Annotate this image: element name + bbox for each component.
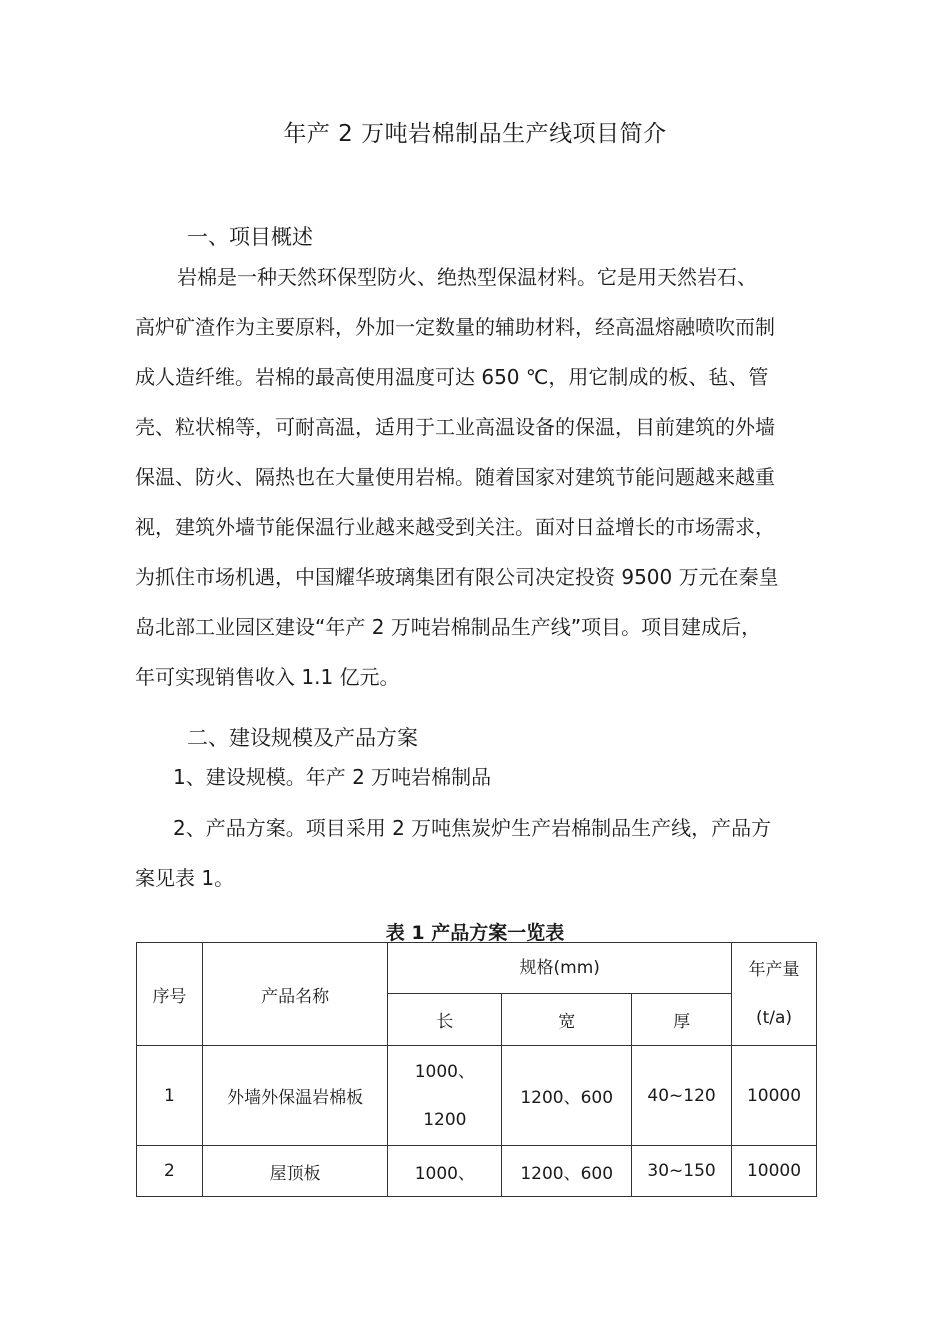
row-width: 1200、600	[502, 1046, 632, 1146]
overview-paragraph	[135, 252, 819, 702]
row-thickness: 40~120	[632, 1046, 732, 1146]
row-thickness: 30~150	[632, 1146, 732, 1197]
paragraph-line: 成人造纤维。岩棉的最高使用温度可达 650 ℃，用它制成的板、毡、管	[135, 365, 769, 389]
header-output	[732, 943, 817, 1046]
row-length-line: 1200	[423, 1109, 467, 1130]
header-name: 产品名称	[202, 943, 388, 1046]
header-output-unit: (t/a)	[755, 1008, 793, 1028]
paragraph-line: 案见表 1。	[135, 866, 235, 890]
table-row	[137, 1146, 817, 1197]
row-output: 10000	[732, 1046, 817, 1146]
product-plan-item	[135, 803, 819, 903]
header-length: 长	[388, 994, 502, 1046]
table-caption: 表 1 产品方案一览表	[385, 922, 565, 944]
section-heading-scale: 二、建设规模及产品方案	[187, 726, 418, 750]
header-index: 序号	[137, 943, 203, 1046]
section-heading-overview: 一、项目概述	[187, 225, 313, 249]
scale-item	[135, 752, 819, 802]
header-spec: 规格(mm)	[388, 943, 732, 994]
row-length-line: 1000、	[414, 1061, 475, 1082]
row-length: 1000、	[388, 1146, 502, 1197]
scale-item-text: 1、建设规模。年产 2 万吨岩棉制品	[173, 765, 492, 789]
row-length	[388, 1046, 502, 1146]
table-header-row	[137, 943, 817, 994]
paragraph-line: 保温、防火、隔热也在大量使用岩棉。随着国家对建筑节能问题越来越重	[135, 465, 775, 489]
header-width: 宽	[502, 994, 632, 1046]
header-thickness: 厚	[632, 994, 732, 1046]
paragraph-line: 岩棉是一种天然环保型防火、绝热型保温材料。它是用天然岩石、	[177, 265, 757, 289]
page-title: 年产 2 万吨岩棉制品生产线项目简介	[283, 121, 667, 147]
paragraph-line: 视，建筑外墙节能保温行业越来越受到关注。面对日益增长的市场需求，	[135, 515, 775, 539]
paragraph-line: 壳、粒状棉等，可耐高温，适用于工业高温设备的保温，目前建筑的外墙	[135, 415, 775, 439]
row-name: 屋顶板	[202, 1146, 388, 1197]
paragraph-line: 2、产品方案。项目采用 2 万吨焦炭炉生产岩棉制品生产线，产品方	[173, 816, 772, 840]
table-row	[137, 1046, 817, 1146]
row-index: 2	[137, 1146, 203, 1197]
row-index: 1	[137, 1046, 203, 1146]
paragraph-line: 为抓住市场机遇，中国耀华玻璃集团有限公司决定投资 9500 万元在秦皇	[135, 565, 779, 589]
paragraph-line: 岛北部工业园区建设“年产 2 万吨岩棉制品生产线”项目。项目建成后，	[135, 615, 762, 639]
paragraph-line: 年可实现销售收入 1.1 亿元。	[135, 665, 400, 689]
row-width: 1200、600	[502, 1146, 632, 1197]
paragraph-line: 高炉矿渣作为主要原料，外加一定数量的辅助材料，经高温熔融喷吹而制	[135, 315, 775, 339]
row-output: 10000	[732, 1146, 817, 1197]
row-name: 外墙外保温岩棉板	[202, 1046, 388, 1146]
product-table	[136, 942, 817, 1197]
header-output-label: 年产量	[748, 960, 800, 980]
